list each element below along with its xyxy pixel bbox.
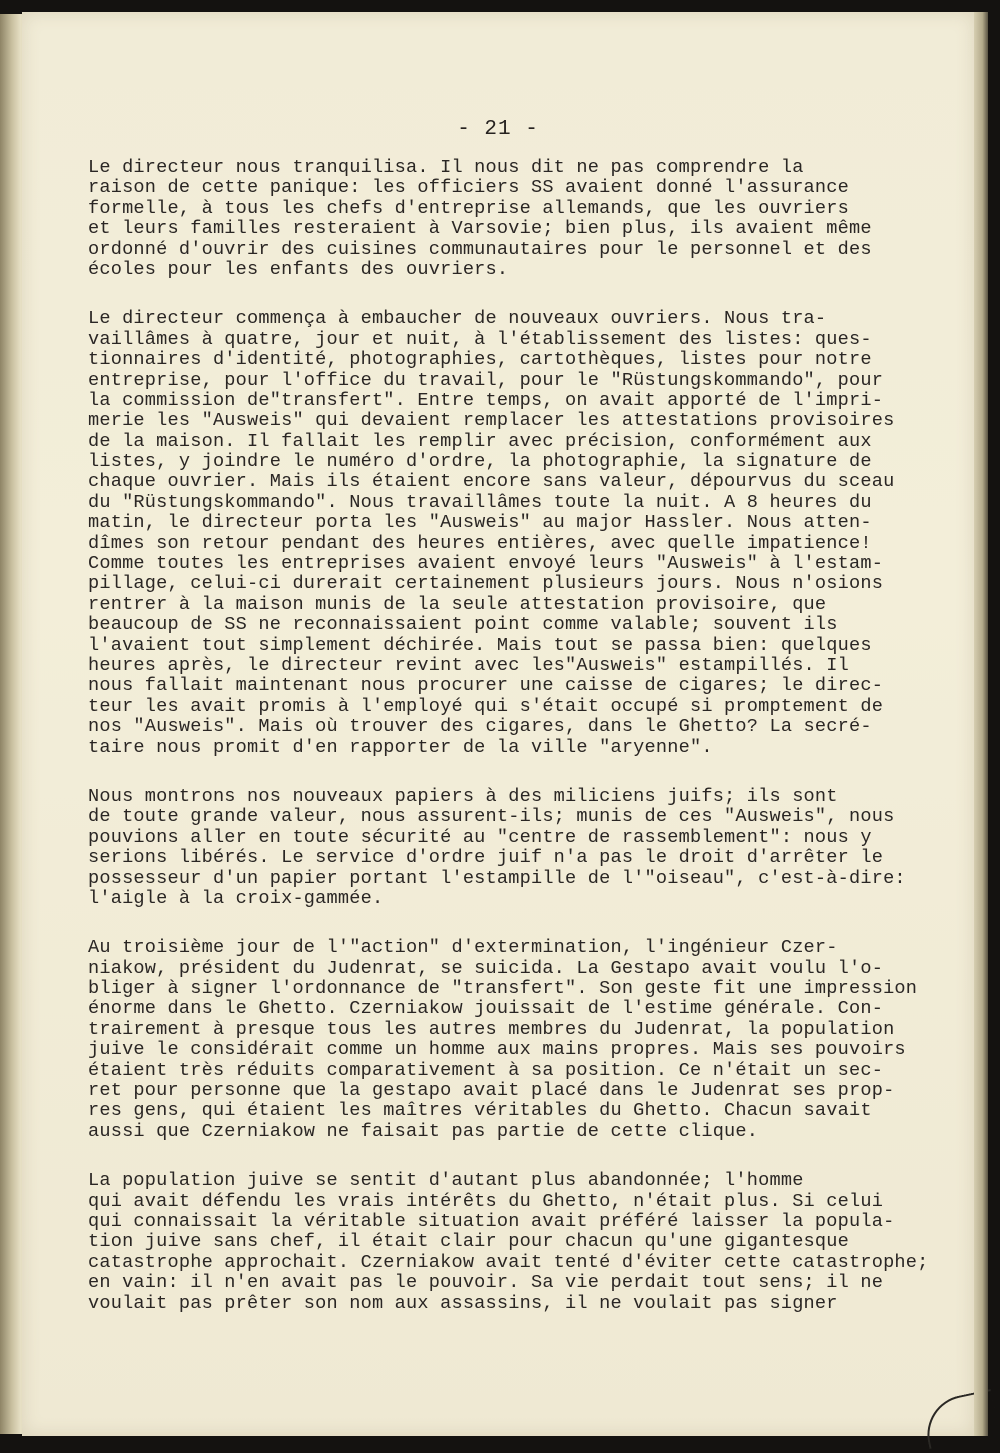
text-line: la commission de"transfert". Entre temps, on avait apporté de l'impri-	[88, 390, 884, 411]
page-stack-edge	[974, 12, 988, 1436]
text-line: La population juive se sentit d'autant plus abandonnée; l'homme	[88, 1171, 804, 1192]
text-line: nos "Ausweis". Mais où trouver des cigares, dans le Ghetto? La secré-	[88, 717, 872, 738]
text-line: juive le considérait comme un homme aux mains propres. Mais ses pouvoirs	[88, 1040, 906, 1061]
text-line: tion juive sans chef, il était clair pour chacun qu'une gigantesque	[88, 1232, 849, 1253]
text-line: Le directeur commença à embaucher de nouveaux ouvriers. Nous tra-	[88, 309, 827, 330]
text-line: listes, y joindre le numéro d'ordre, la photographie, la signature de	[88, 452, 872, 473]
text-line: Comme toutes les entreprises avaient envoyé leurs "Ausweis" à l'estam-	[88, 554, 884, 575]
text-line: énorme dans le Ghetto. Czerniakow jouissait de l'estime générale. Con-	[88, 999, 884, 1020]
text-line: qui connaissait la véritable situation avait préféré laisser la popula-	[88, 1211, 895, 1232]
text-line: formelle, à tous les chefs d'entreprise allemands, que les ouvriers	[88, 198, 849, 219]
text-line: ordonné d'ouvrir des cuisines communautaires pour le personnel et des	[88, 239, 872, 260]
text-line: niakow, président du Judenrat, se suicida. La Gestapo avait voulu l'o-	[88, 958, 884, 979]
text-line: possesseur d'un papier portant l'estampille de l'"oiseau", c'est-à-dire:	[88, 868, 906, 889]
text-line: merie les "Ausweis" qui devaient remplacer les attestations provisoires	[88, 411, 895, 432]
text-line: taire nous promit d'en rapporter de la ville "aryenne".	[88, 737, 713, 758]
text-line: de toute grande valeur, nous assurent-ils; munis de ces "Ausweis", nous	[88, 807, 895, 828]
text-line: aussi que Czerniakow ne faisait pas partie de cette clique.	[88, 1121, 759, 1142]
text-line: l'avaient tout simplement déchirée. Mais tout se passa bien: quelques	[88, 635, 872, 656]
text-line: matin, le directeur porta les "Ausweis" au major Hassler. Nous atten-	[88, 513, 872, 534]
text-line: trairement à presque tous les autres membres du Judenrat, la population	[88, 1019, 895, 1040]
paragraph	[88, 309, 948, 758]
body-text	[88, 158, 948, 1343]
text-line: rentrer à la maison munis de la seule attestation provisoire, que	[88, 594, 827, 615]
text-line: en vain: il n'en avait pas le pouvoir. Sa vie perdait tout sens; il ne	[88, 1273, 884, 1294]
text-line: chaque ouvrier. Mais ils étaient encore sans valeur, dépourvus du sceau	[88, 472, 895, 493]
typewritten-page	[22, 12, 974, 1436]
paragraph	[88, 787, 948, 909]
text-line: Le directeur nous tranquilisa. Il nous dit ne pas comprendre la	[88, 158, 804, 178]
text-line: res gens, qui étaient les maîtres véritables du Ghetto. Chacun savait	[88, 1101, 872, 1122]
text-line: raison de cette panique: les officiers SS avaient donné l'assurance	[88, 178, 849, 199]
text-line: l'aigle à la croix-gammée.	[88, 888, 384, 909]
text-line: entreprise, pour l'office du travail, pour le "Rüstungskommando", pour	[88, 370, 884, 391]
text-line: Nous montrons nos nouveaux papiers à des miliciens juifs; ils sont	[88, 786, 838, 807]
text-line: serions libérés. Le service d'ordre juif n'a pas le droit d'arrêter le	[88, 848, 884, 869]
text-line: catastrophe approchait. Czerniakow avait tenté d'éviter cette catastrophe;	[88, 1252, 929, 1273]
text-line: teur les avait promis à l'employé qui s'était occupé si promptement de	[88, 696, 884, 717]
text-line: voulait pas prêter son nom aux assassins, il ne voulait pas signer	[88, 1293, 838, 1314]
text-line: Au troisième jour de l'"action" d'extermination, l'ingénieur Czer-	[88, 938, 838, 959]
text-line: et leurs familles resteraient à Varsovie; bien plus, ils avaient même	[88, 219, 872, 240]
paragraph	[88, 158, 948, 280]
text-line: heures après, le directeur revint avec les"Ausweis" estampillés. Il	[88, 655, 849, 676]
paragraph	[88, 1171, 948, 1314]
text-line: bliger à signer l'ordonnance de "transfert". Son geste fit une impression	[88, 979, 918, 1000]
paragraph	[88, 938, 948, 1142]
text-line: qui avait défendu les vrais intérêts du Ghetto, n'était plus. Si celui	[88, 1191, 884, 1212]
text-line: pillage, celui-ci durerait certainement plusieurs jours. Nous n'osions	[88, 574, 884, 595]
text-line: écoles pour les enfants des ouvriers.	[88, 259, 509, 280]
text-line: pouvions aller en toute sécurité au "centre de rassemblement": nous y	[88, 827, 872, 848]
text-line: de la maison. Il fallait les remplir avec précision, conformément aux	[88, 431, 872, 452]
text-line: beaucoup de SS ne reconnaissaient point comme valable; souvent ils	[88, 615, 838, 636]
text-line: ret pour personne que la gestapo avait placé dans le Judenrat ses prop-	[88, 1081, 895, 1102]
text-line: du "Rüstungskommando". Nous travaillâmes toute la nuit. A 8 heures du	[88, 492, 872, 513]
page-number: - 21 -	[457, 118, 539, 141]
text-line: nous fallait maintenant nous procurer une caisse de cigares; le direc-	[88, 676, 884, 697]
text-line: tionnaires d'identité, photographies, cartothèques, listes pour notre	[88, 350, 872, 371]
text-line: étaient très réduits comparativement à sa position. Ce n'était un sec-	[88, 1060, 884, 1081]
text-line: dîmes son retour pendant des heures entières, avec quelle impatience!	[88, 533, 872, 554]
text-line: vaillâmes à quatre, jour et nuit, à l'établissement des listes: ques-	[88, 329, 872, 350]
